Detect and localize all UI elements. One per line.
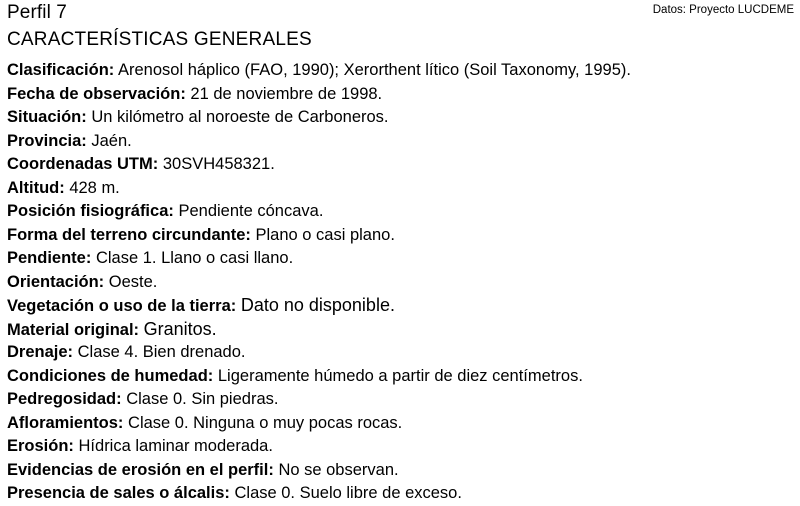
field-clasificacion — [7, 59, 797, 83]
field-label: Presencia de sales o álcalis: — [7, 484, 230, 502]
field-value: No se observan. — [278, 460, 399, 479]
field-drenaje — [7, 341, 797, 365]
field-erosion — [7, 435, 797, 459]
field-label: Pedregosidad: — [7, 390, 122, 408]
field-vegetacion — [7, 294, 797, 318]
field-value: 30SVH458321. — [162, 155, 275, 173]
field-label: Coordenadas UTM: — [7, 155, 159, 173]
field-label: Provincia: — [7, 131, 87, 150]
field-value: Ligeramente húmedo a partir de diez centímetros. — [217, 366, 583, 385]
field-label: Evidencias de erosión en el perfil: — [7, 460, 274, 479]
field-label: Erosión: — [7, 437, 74, 455]
field-value: Dato no disponible. — [240, 295, 395, 315]
field-label: Vegetación o uso de la tierra: — [7, 297, 237, 315]
field-pedregosidad — [7, 388, 797, 412]
page-title: Perfil 7 — [7, 2, 67, 23]
field-value: Jaén. — [91, 131, 132, 150]
field-label: Fecha de observación: — [7, 84, 186, 103]
field-value: Arenosol háplico (FAO, 1990); Xerorthent lítico (Soil Taxonomy, 1995). — [117, 61, 631, 79]
field-label: Condiciones de humedad: — [7, 366, 214, 385]
field-evidencias-erosion — [7, 459, 797, 483]
field-label: Drenaje: — [7, 343, 74, 361]
field-sales-alcalis — [7, 482, 797, 506]
field-value: Clase 0. Suelo libre de exceso. — [234, 484, 462, 502]
field-label: Material original: — [7, 320, 140, 339]
field-situacion — [7, 106, 797, 130]
field-label: Pendiente: — [7, 249, 92, 267]
characteristics-list — [7, 59, 797, 506]
field-provincia — [7, 130, 797, 154]
field-label: Situación: — [7, 108, 87, 126]
field-pendiente — [7, 247, 797, 271]
section-heading: CARACTERÍSTICAS GENERALES — [7, 29, 312, 50]
field-label: Forma del terreno circundante: — [7, 225, 251, 244]
field-value: Plano o casi plano. — [255, 225, 395, 244]
field-orientacion — [7, 271, 797, 295]
field-value: Pendiente cóncava. — [178, 202, 324, 220]
field-value: Oeste. — [108, 272, 158, 291]
field-label: Orientación: — [7, 272, 105, 291]
field-label: Altitud: — [7, 178, 65, 197]
field-fecha-observacion — [7, 83, 797, 107]
data-source-note: Datos: Proyecto LUCDEME — [652, 4, 794, 16]
field-label: Posición fisiográfica: — [7, 202, 174, 220]
field-value: Clase 0. Ninguna o muy pocas rocas. — [128, 413, 403, 432]
field-afloramientos — [7, 412, 797, 436]
field-altitud — [7, 177, 797, 201]
field-value: Hídrica laminar moderada. — [78, 437, 273, 455]
field-material-original — [7, 318, 797, 342]
field-value: 428 m. — [69, 178, 120, 197]
field-forma-terreno — [7, 224, 797, 248]
field-value: Clase 4. Bien drenado. — [77, 343, 246, 361]
field-coordenadas-utm — [7, 153, 797, 177]
field-label: Clasificación: — [7, 61, 115, 79]
field-value: Clase 0. Sin piedras. — [126, 390, 279, 408]
field-value: Clase 1. Llano o casi llano. — [95, 249, 294, 267]
field-label: Afloramientos: — [7, 413, 124, 432]
field-value: 21 de noviembre de 1998. — [190, 84, 383, 103]
field-value: Granitos. — [143, 318, 217, 339]
field-value: Un kilómetro al noroeste de Carboneros. — [91, 108, 389, 126]
field-condiciones-humedad — [7, 365, 797, 389]
field-posicion-fisiografica — [7, 200, 797, 224]
